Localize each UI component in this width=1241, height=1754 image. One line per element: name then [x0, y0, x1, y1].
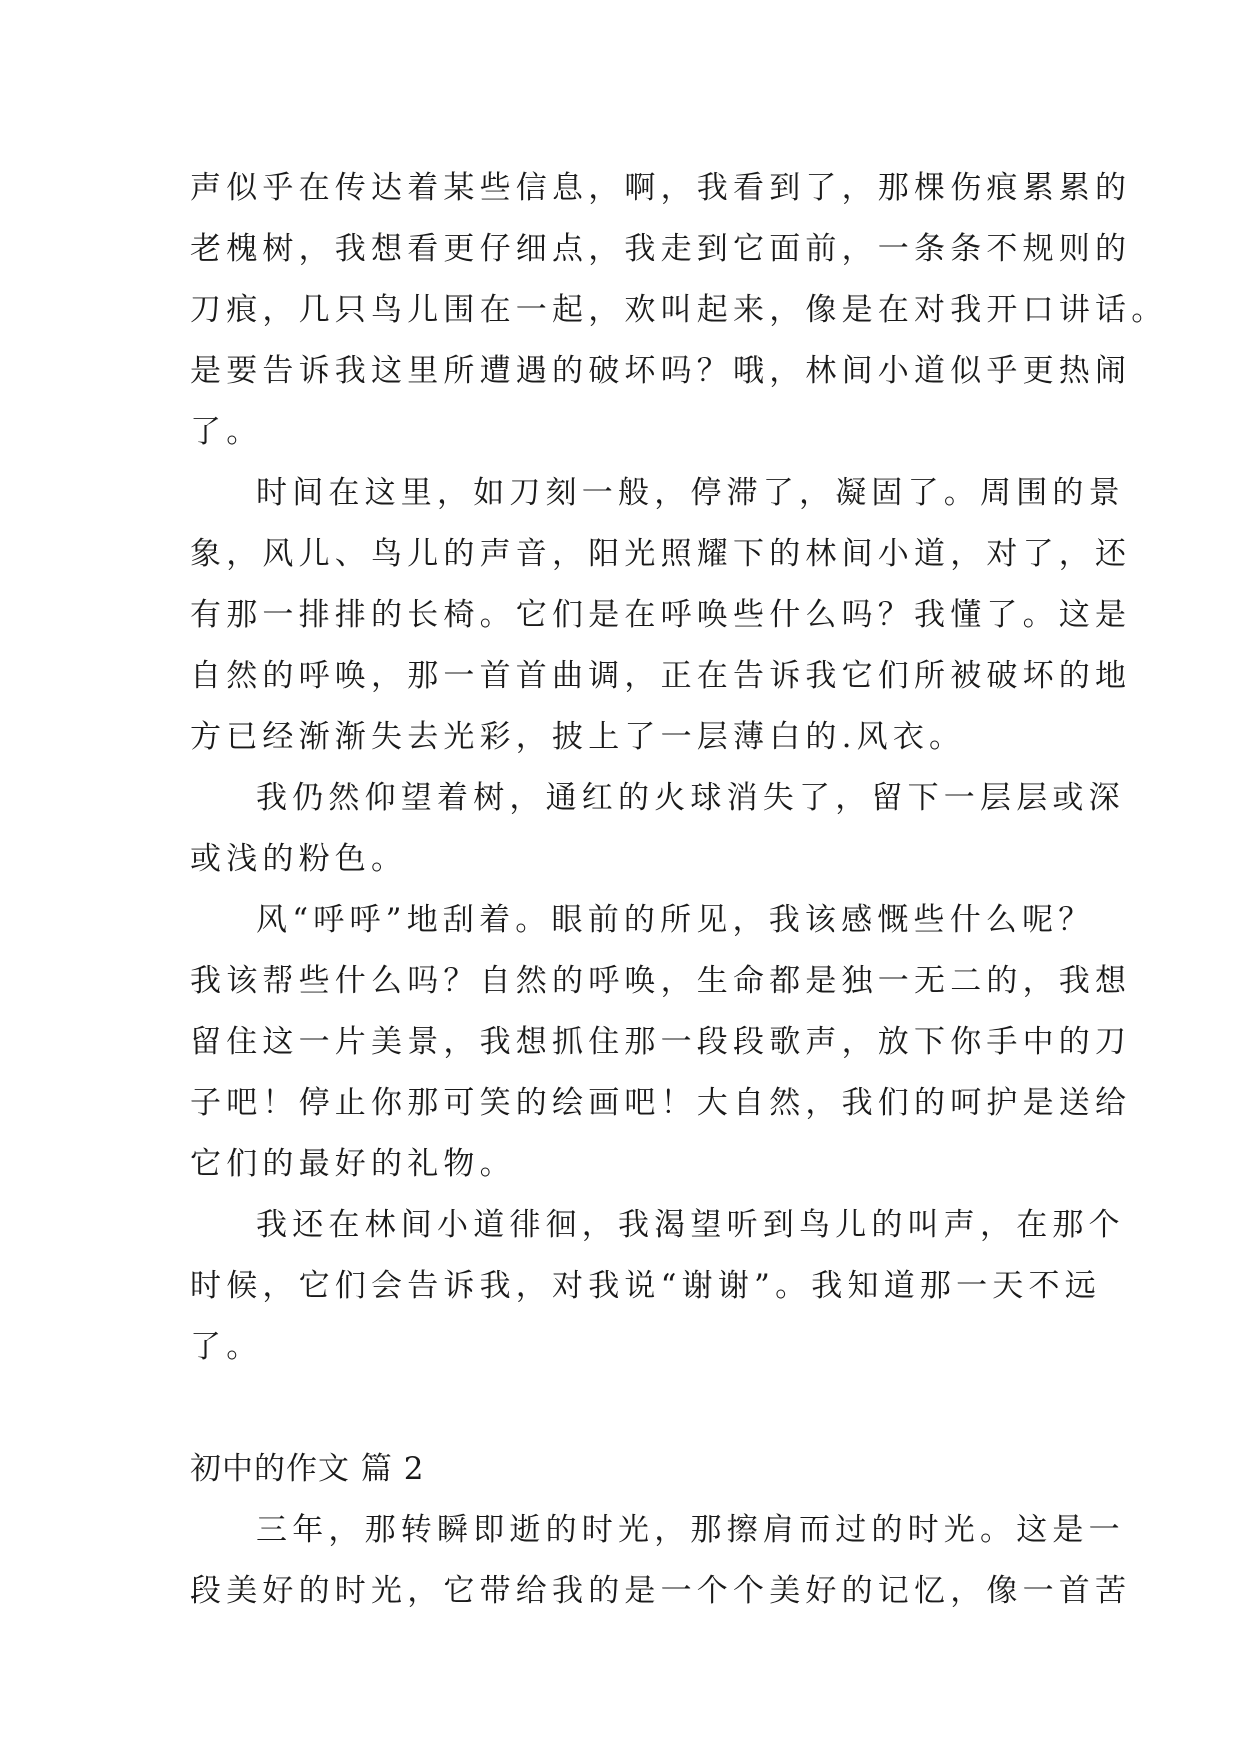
text-line: 象，风儿、鸟儿的声音，阳光照耀下的林间小道，对了，还: [190, 536, 1132, 572]
paragraph-start-line: 我还在林间小道徘徊，我渴望听到鸟儿的叫声，在那个: [256, 1207, 1125, 1243]
text-line: 留住这一片美景，我想抓住那一段段歌声，放下你手中的刀: [190, 1024, 1132, 1060]
text-line: 段美好的时光，它带给我的是一个个美好的记忆，像一首苦: [190, 1573, 1132, 1609]
text-line: 了。: [190, 1329, 263, 1365]
text-line: 方已经渐渐失去光彩，披上了一层薄白的.风衣。: [190, 719, 966, 755]
text-line: 自然的呼唤，那一首首曲调，正在告诉我它们所被破坏的地: [190, 658, 1132, 694]
text-line: 它们的最好的礼物。: [190, 1146, 516, 1182]
text-line: 老槐树，我想看更仔细点，我走到它面前，一条条不规则的: [190, 231, 1132, 267]
text-line: 或浅的粉色。: [190, 841, 408, 877]
text-line: 是要告诉我这里所遭遇的破坏吗？哦，林间小道似乎更热闹: [190, 353, 1132, 389]
section-heading: 初中的作文 篇 2: [190, 1451, 425, 1487]
paragraph-start-line: 风“呼呼”地刮着。眼前的所见，我该感慨些什么呢？: [256, 902, 1095, 938]
text-line: 了。: [190, 414, 263, 450]
text-line: 声似乎在传达着某些信息，啊，我看到了，那棵伤痕累累的: [190, 170, 1132, 206]
paragraph-start-line: 我仍然仰望着树，通红的火球消失了，留下一层层或深: [256, 780, 1125, 816]
paragraph-start-line: 三年，那转瞬即逝的时光，那擦肩而过的时光。这是一: [256, 1512, 1125, 1548]
text-line: 有那一排排的长椅。它们是在呼唤些什么吗？我懂了。这是: [190, 597, 1132, 633]
text-line: 子吧！停止你那可笑的绘画吧！大自然，我们的呵护是送给: [190, 1085, 1132, 1121]
text-line: 时候，它们会告诉我，对我说“谢谢”。我知道那一天不远: [190, 1268, 1101, 1304]
text-line: 刀痕，几只鸟儿围在一起，欢叫起来，像是在对我开口讲话。: [190, 292, 1168, 328]
paragraph-start-line: 时间在这里，如刀刻一般，停滞了，凝固了。周围的景: [256, 475, 1125, 511]
section-spacer: [190, 1378, 1050, 1439]
text-line: 我该帮些什么吗？自然的呼唤，生命都是独一无二的，我想: [190, 963, 1132, 999]
article-body: [190, 158, 1168, 1622]
